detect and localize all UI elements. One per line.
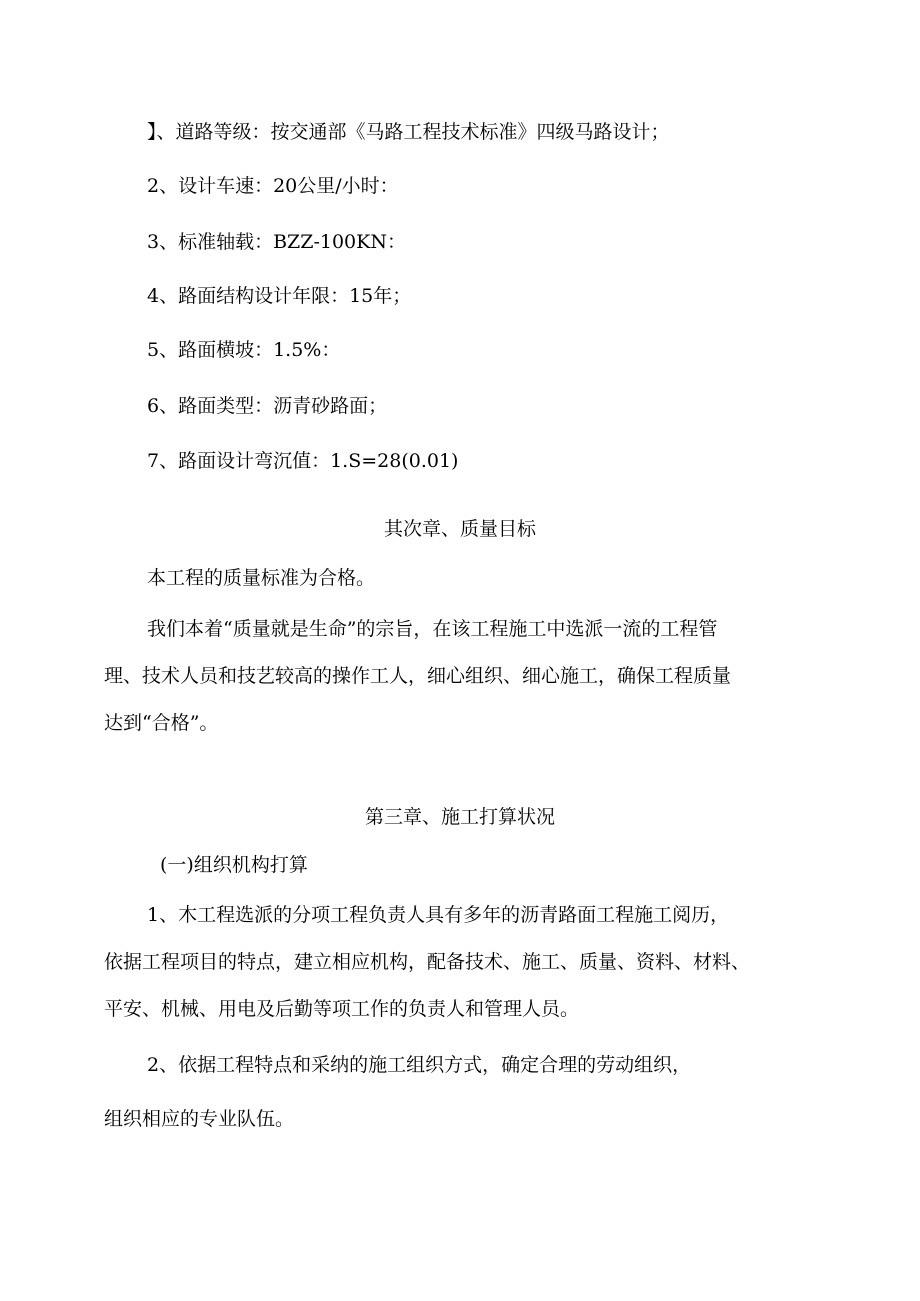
chapter3-item1-line3: 平安、机械、用电及后勤等项工作的负责人和管理人员。 <box>104 998 580 1020</box>
spec-item-7: 7、路面设计弯沉值：1.S=28(0.01) <box>147 450 459 472</box>
spec-item-3: 3、标准轴载：BZZ-100KN： <box>147 231 406 253</box>
chapter2-title: 其次章、质量目标 <box>383 518 536 540</box>
spec-item-4: 4、路面结构设计年限：15年； <box>147 285 412 307</box>
chapter3-subsection: (一)组织机构打算 <box>160 854 308 876</box>
chapter2-para2-line2: 理、技术人员和技艺较高的操作工人，细心组织、细心施工，确保工程质量 <box>104 665 732 687</box>
chapter3-title: 第三章、施工打算状况 <box>364 806 555 828</box>
spec-item-2: 2、设计车速：20公里/小时： <box>147 175 399 197</box>
chapter2-para2-line1: 我们本着“质量就是生命”的宗旨，在该工程施工中选派一流的工程管 <box>147 618 718 640</box>
spec-item-5: 5、路面横坡：1.5%： <box>147 339 341 361</box>
spec-item-1: 】、道路等级：按交通部《马路工程技术标准》四级马路设计； <box>147 121 670 143</box>
spec-item-6: 6、路面类型：沥青砂路面； <box>147 395 388 417</box>
chapter3-item2-line2: 组织相应的专业队伍。 <box>104 1108 295 1130</box>
chapter3-item1-line2: 依据工程项目的特点，建立相应机构，配备技术、施工、质量、资料、材料、 <box>104 951 751 973</box>
chapter2-para1: 本工程的质量标准为合格。 <box>147 567 376 589</box>
chapter3-item2-line1: 2、依据工程特点和采纳的施工组织方式，确定合理的劳动组织， <box>147 1054 692 1076</box>
chapter2-para2-line3: 达到“合格”。 <box>104 712 219 734</box>
chapter3-item1-line1: 1、木工程选派的分项工程负责人具有多年的沥青路面工程施工阅历， <box>147 904 730 926</box>
